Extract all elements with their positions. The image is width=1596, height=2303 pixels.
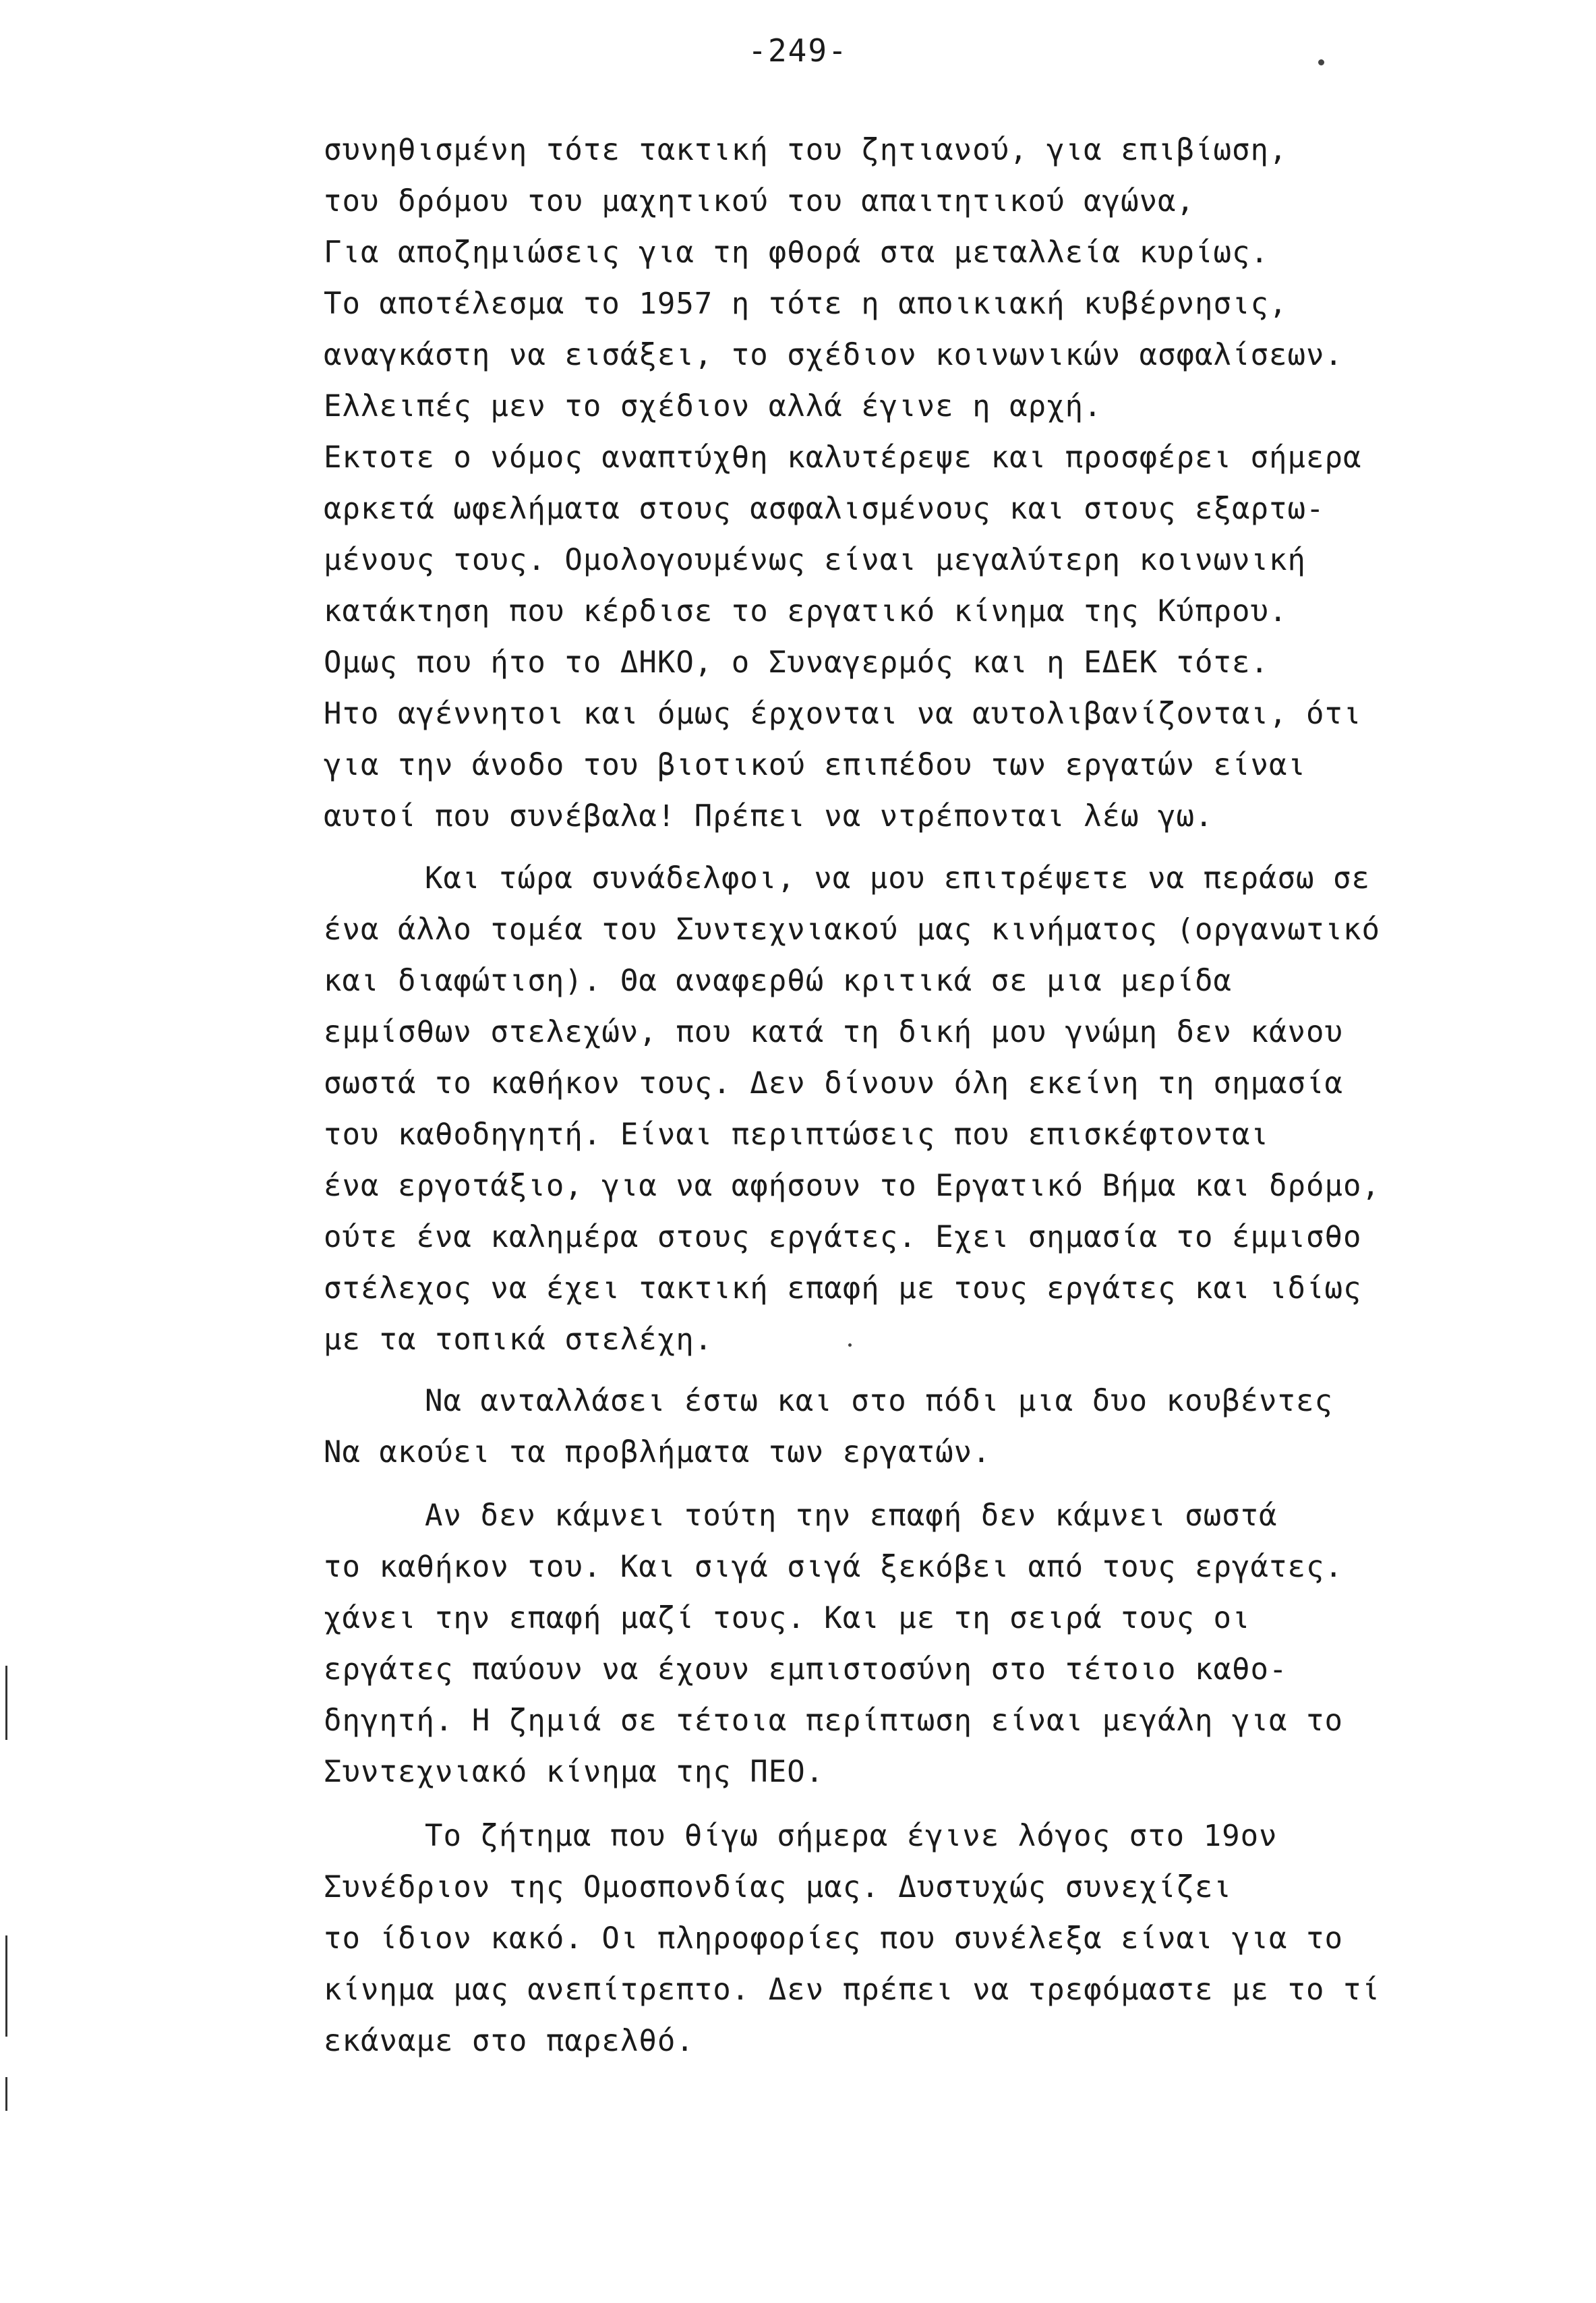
text-line: σωστά το καθήκον τους. Δεν δίνουν όλη εκείνη τη σημασία xyxy=(324,1066,1343,1101)
text-line: του καθοδηγητή. Είναι περιπτώσεις που επισκέφτονται xyxy=(324,1117,1270,1152)
text-line: Συνέδριον της Ομοσπονδίας μας. Δυστυχώς συνεχίζει xyxy=(324,1870,1233,1904)
page-number: -249- xyxy=(748,32,848,69)
text-line: το καθήκον του. Και σιγά σιγά ξεκόβει από τους εργάτες. xyxy=(324,1550,1343,1584)
text-line: Αν δεν κάμνει τούτη την επαφή δεν κάμνει σωστά xyxy=(425,1498,1278,1533)
text-line: Το αποτέλεσμα το 1957 η τότε η αποικιακή κυβέρνησις, xyxy=(324,287,1288,321)
text-line: Εκτοτε ο νόμος αναπτύχθη καλυτέρεψε και προσφέρει σήμερα xyxy=(324,440,1362,475)
text-line: του δρόμου του μαχητικού του απαιτητικού αγώνα, xyxy=(324,184,1195,218)
text-line: εμμίσθων στελεχών, που κατά τη δική μου γνώμη δεν κάνου xyxy=(324,1015,1343,1049)
text-line: αρκετά ωφελήματα στους ασφαλισμένους και στους εξαρτω- xyxy=(324,492,1325,526)
scan-edge-mark xyxy=(5,2077,7,2111)
text-line: ούτε ένα καλημέρα στους εργάτες. Εχει σημασία το έμμισθο xyxy=(324,1220,1362,1254)
text-line: χάνει την επαφή μαζί τους. Και με τη σειρά τους οι xyxy=(324,1601,1251,1635)
text-line: Ελλειπές μεν το σχέδιον αλλά έγινε η αρχή. xyxy=(324,389,1102,424)
text-line: Και τώρα συνάδελφοι, να μου επιτρέψετε να περάσω σε xyxy=(425,861,1371,896)
paragraph-3 xyxy=(324,1376,1510,1478)
paragraph-4 xyxy=(324,1490,1510,1798)
text-line: ένα εργοτάξιο, για να αφήσουν το Εργατικό Βήμα και δρόμο, xyxy=(324,1169,1380,1203)
paragraph-5 xyxy=(324,1811,1510,2067)
text-line: και διαφώτιση). Θα αναφερθώ κριτικά σε μια μερίδα xyxy=(324,964,1233,998)
text-line: αναγκάστη να εισάξει, το σχέδιον κοινωνικών ασφαλίσεων. xyxy=(324,338,1343,372)
text-line: Ομως που ήτο το ΔΗΚΟ, ο Συναγερμός και η ΕΔΕΚ τότε. xyxy=(324,645,1270,680)
paragraph-1 xyxy=(324,125,1510,842)
text-line: Ητο αγέννητοι και όμως έρχονται να αυτολιβανίζονται, ότι xyxy=(324,697,1362,731)
scan-speck xyxy=(848,1343,852,1347)
paragraph-2 xyxy=(324,853,1510,1366)
text-line: κίνημα μας ανεπίτρεπτο. Δεν πρέπει να τρεφόμαστε με το τί xyxy=(324,1973,1380,2007)
text-line: ένα άλλο τομέα του Συντεχνιακού μας κινήματος (οργανωτικό xyxy=(324,912,1380,947)
text-line: Να ανταλλάσει έστω και στο πόδι μια δυο κουβέντες xyxy=(425,1384,1334,1418)
text-line: Το ζήτημα που θίγω σήμερα έγινε λόγος στο 19ον xyxy=(425,1819,1278,1853)
text-line: με τα τοπικά στελέχη. xyxy=(324,1322,713,1357)
text-line: αυτοί που συνέβαλα! Πρέπει να ντρέπονται λέω γω. xyxy=(324,799,1214,834)
text-line: μένους τους. Ομολογουμένως είναι μεγαλύτερη κοινωνική xyxy=(324,543,1306,577)
text-line: εκάναμε στο παρελθό. xyxy=(324,2024,694,2058)
text-line: Να ακούει τα προβλήματα των εργατών. xyxy=(324,1435,991,1469)
text-line: Για αποζημιώσεις για τη φθορά στα μεταλλεία κυρίως. xyxy=(324,235,1270,270)
scan-speck xyxy=(1318,59,1324,65)
text-line: συνηθισμένη τότε τακτική του ζητιανού, για επιβίωση, xyxy=(324,133,1288,167)
text-line: το ίδιον κακό. Οι πληροφορίες που συνέλεξα είναι για το xyxy=(324,1921,1343,1956)
scan-edge-mark xyxy=(5,1935,7,2037)
text-line: εργάτες παύουν να έχουν εμπιστοσύνη στο τέτοιο καθο- xyxy=(324,1652,1288,1687)
text-line: δηγητή. Η ζημιά σε τέτοια περίπτωση είναι μεγάλη για το xyxy=(324,1703,1343,1738)
text-line: για την άνοδο του βιοτικού επιπέδου των εργατών είναι xyxy=(324,748,1306,782)
text-line: στέλεχος να έχει τακτική επαφή με τους εργάτες και ιδίως xyxy=(324,1271,1362,1306)
text-line: Συντεχνιακό κίνημα της ΠΕΟ. xyxy=(324,1755,825,1789)
scan-edge-mark xyxy=(5,1666,7,1740)
text-line: κατάκτηση που κέρδισε το εργατικό κίνημα της Κύπρου. xyxy=(324,594,1288,629)
